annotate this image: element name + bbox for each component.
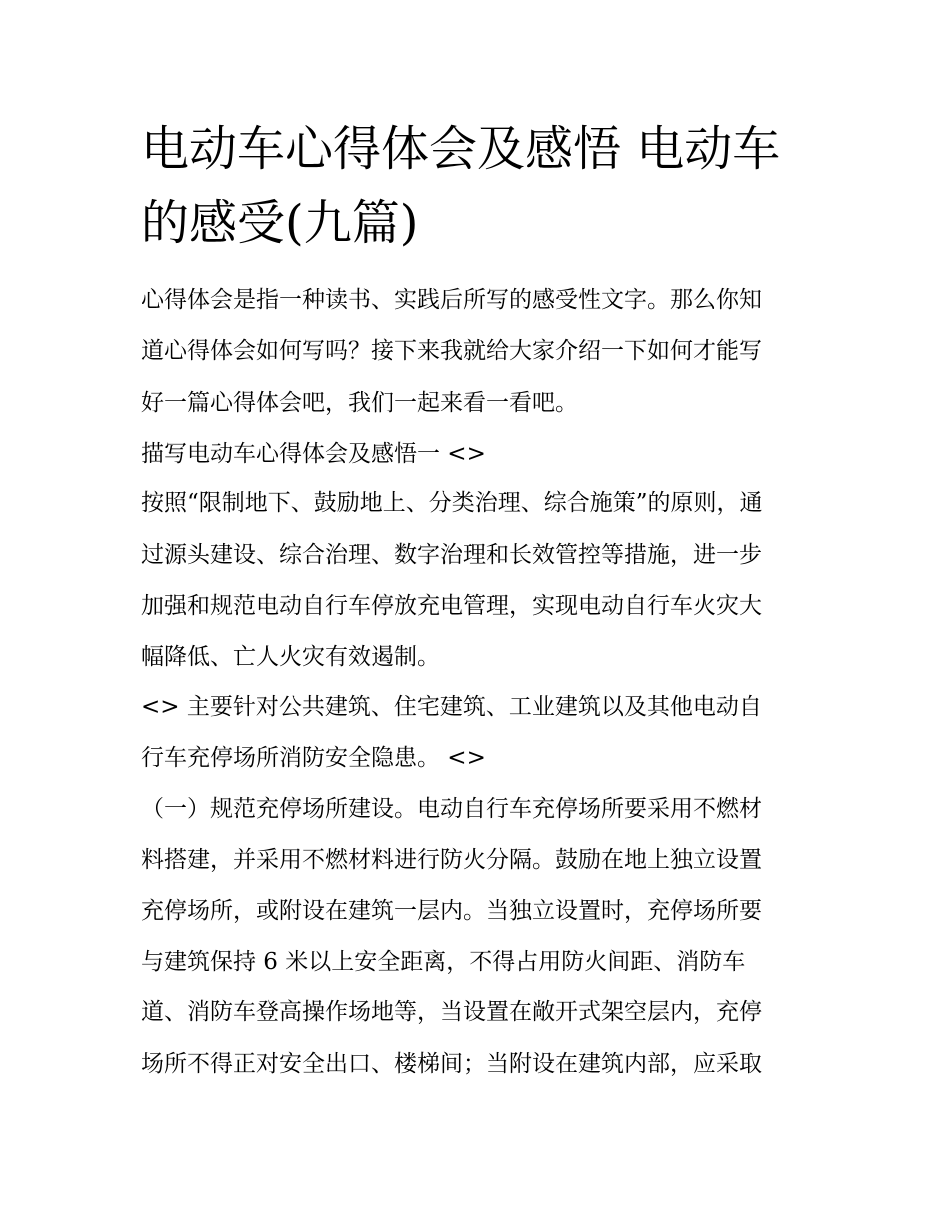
paragraph-line: 按照“限制地下、鼓励地上、分类治理、综合施策”的原则，通: [141, 490, 763, 516]
paragraph-line: 与建筑保持 6 米以上安全距离，不得占用防火间距、消防车: [141, 949, 746, 975]
section-heading: 描写电动车心得体会及感悟一 <>: [141, 441, 486, 467]
paragraph-line: 心得体会是指一种读书、实践后所写的感受性文字。那么你知: [141, 287, 762, 313]
paragraph-line: 过源头建设、综合治理、数字治理和长效管控等措施，进一步: [141, 542, 762, 568]
paragraph-line: 行车充停场所消防安全隐患。 <>: [141, 745, 486, 771]
document-title: 电动车心得体会及感悟 电动车的感受(九篇): [141, 121, 781, 251]
paragraph-line: 幅降低、亡人火灾有效遏制。: [141, 644, 440, 670]
paragraph-line: （一）规范充停场所建设。电动自行车充停场所要采用不燃材: [141, 796, 762, 822]
paragraph-line: 加强和规范电动自行车停放充电管理，实现电动自行车火灾大: [141, 593, 762, 619]
paragraph-line: <> 主要针对公共建筑、住宅建筑、工业建筑以及其他电动自: [141, 694, 762, 720]
paragraph-line: 料搭建，并采用不燃材料进行防火分隔。鼓励在地上独立设置: [141, 847, 762, 873]
paragraph-line: 好一篇心得体会吧，我们一起来看一看吧。: [141, 390, 578, 416]
paragraph-line: 充停场所，或附设在建筑一层内。当独立设置时，充停场所要: [141, 898, 762, 924]
paragraph-line: 道心得体会如何写吗？接下来我就给大家介绍一下如何才能写: [141, 338, 762, 364]
paragraph-line: 场所不得正对安全出口、楼梯间；当附设在建筑内部，应采取: [141, 1051, 762, 1077]
paragraph-line: 道、消防车登高操作场地等，当设置在敞开式架空层内，充停: [141, 999, 762, 1025]
